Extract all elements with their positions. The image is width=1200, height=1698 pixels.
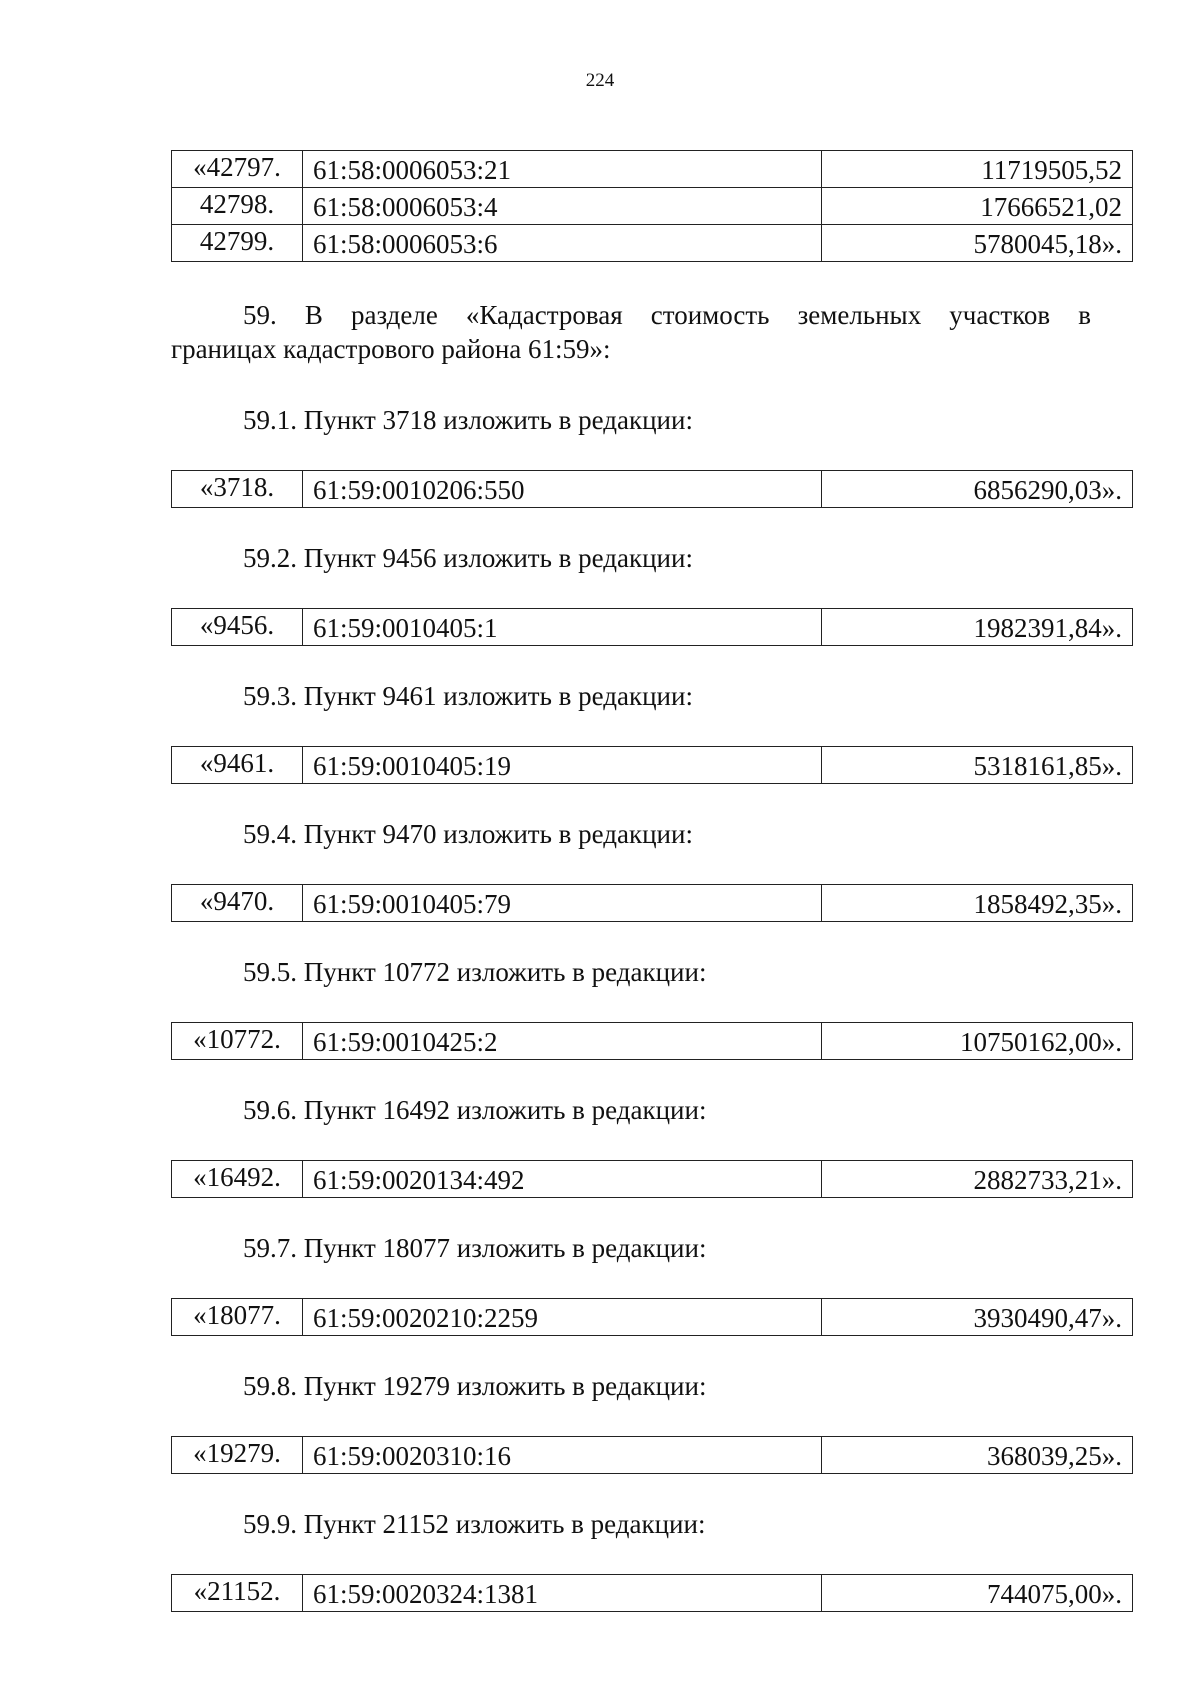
cadastral-number: 61:59:0020210:2259 xyxy=(303,1299,822,1336)
cadastral-number: 61:58:0006053:21 xyxy=(303,151,822,188)
section-paragraph-line1: 59. В разделе «Кадастровая стоимость земельных участков в xyxy=(243,300,1091,330)
section-paragraph xyxy=(171,298,1091,366)
item-table xyxy=(171,884,1133,922)
cadastral-value: 3930490,47». xyxy=(822,1299,1133,1336)
row-number: «9461. xyxy=(172,747,303,784)
item-heading: 59.1. Пункт 3718 изложить в редакции: xyxy=(243,405,693,435)
cadastral-number: 61:59:0010405:79 xyxy=(303,885,822,922)
table-row xyxy=(172,225,1133,262)
table-row xyxy=(172,151,1133,188)
section-paragraph-line2: границах кадастрового района 61:59»: xyxy=(171,334,611,364)
table-row xyxy=(172,1299,1133,1336)
row-number: 42799. xyxy=(172,225,303,262)
item-heading: 59.9. Пункт 21152 изложить в редакции: xyxy=(243,1509,706,1539)
item-heading: 59.2. Пункт 9456 изложить в редакции: xyxy=(243,543,693,573)
row-number: «3718. xyxy=(172,471,303,508)
cadastral-value: 5318161,85». xyxy=(822,747,1133,784)
item-block xyxy=(171,541,1131,646)
item-heading: 59.4. Пункт 9470 изложить в редакции: xyxy=(243,819,693,849)
item-table xyxy=(171,1574,1133,1612)
item-table xyxy=(171,470,1133,508)
item-block xyxy=(171,1231,1131,1336)
item-heading: 59.8. Пункт 19279 изложить в редакции: xyxy=(243,1371,707,1401)
item-block xyxy=(171,403,1131,508)
cadastral-value: 744075,00». xyxy=(822,1575,1133,1612)
row-number: «19279. xyxy=(172,1437,303,1474)
item-block xyxy=(171,1093,1131,1198)
document-body xyxy=(171,150,1131,1612)
item-heading: 59.5. Пункт 10772 изложить в редакции: xyxy=(243,957,707,987)
page-number: 224 xyxy=(585,70,615,91)
row-number: «16492. xyxy=(172,1161,303,1198)
item-block xyxy=(171,1507,1131,1612)
cadastral-value: 1982391,84». xyxy=(822,609,1133,646)
cadastral-value: 6856290,03». xyxy=(822,471,1133,508)
cadastral-number: 61:59:0020324:1381 xyxy=(303,1575,822,1612)
item-heading: 59.3. Пункт 9461 изложить в редакции: xyxy=(243,681,693,711)
row-number: «21152. xyxy=(172,1575,303,1612)
cadastral-number: 61:59:0020134:492 xyxy=(303,1161,822,1198)
cadastral-value: 11719505,52 xyxy=(822,151,1133,188)
cadastral-number: 61:59:0020310:16 xyxy=(303,1437,822,1474)
item-heading: 59.6. Пункт 16492 изложить в редакции: xyxy=(243,1095,707,1125)
table-row xyxy=(172,747,1133,784)
item-table xyxy=(171,1160,1133,1198)
cadastral-number: 61:59:0010425:2 xyxy=(303,1023,822,1060)
item-table xyxy=(171,1298,1133,1336)
cadastral-value: 17666521,02 xyxy=(822,188,1133,225)
table-row xyxy=(172,1575,1133,1612)
table-row xyxy=(172,1161,1133,1198)
item-block xyxy=(171,1369,1131,1474)
cadastral-number: 61:58:0006053:4 xyxy=(303,188,822,225)
row-number: «9470. xyxy=(172,885,303,922)
table-row xyxy=(172,1437,1133,1474)
cadastral-value: 368039,25». xyxy=(822,1437,1133,1474)
item-table xyxy=(171,1022,1133,1060)
item-block xyxy=(171,817,1131,922)
table-row xyxy=(172,1023,1133,1060)
row-number: 42798. xyxy=(172,188,303,225)
item-heading: 59.7. Пункт 18077 изложить в редакции: xyxy=(243,1233,707,1263)
cadastral-number: 61:59:0010405:19 xyxy=(303,747,822,784)
cadastral-table-61-58 xyxy=(171,150,1133,262)
item-block xyxy=(171,679,1131,784)
table-row xyxy=(172,885,1133,922)
cadastral-value: 1858492,35». xyxy=(822,885,1133,922)
cadastral-value: 10750162,00». xyxy=(822,1023,1133,1060)
cadastral-value: 5780045,18». xyxy=(822,225,1133,262)
table-row xyxy=(172,188,1133,225)
cadastral-number: 61:58:0006053:6 xyxy=(303,225,822,262)
item-table xyxy=(171,608,1133,646)
row-number: «10772. xyxy=(172,1023,303,1060)
table-row xyxy=(172,471,1133,508)
item-table xyxy=(171,1436,1133,1474)
row-number: «9456. xyxy=(172,609,303,646)
table-row xyxy=(172,609,1133,646)
item-block xyxy=(171,955,1131,1060)
cadastral-number: 61:59:0010206:550 xyxy=(303,471,822,508)
row-number: «18077. xyxy=(172,1299,303,1336)
cadastral-number: 61:59:0010405:1 xyxy=(303,609,822,646)
row-number: «42797. xyxy=(172,151,303,188)
cadastral-value: 2882733,21». xyxy=(822,1161,1133,1198)
item-table xyxy=(171,746,1133,784)
